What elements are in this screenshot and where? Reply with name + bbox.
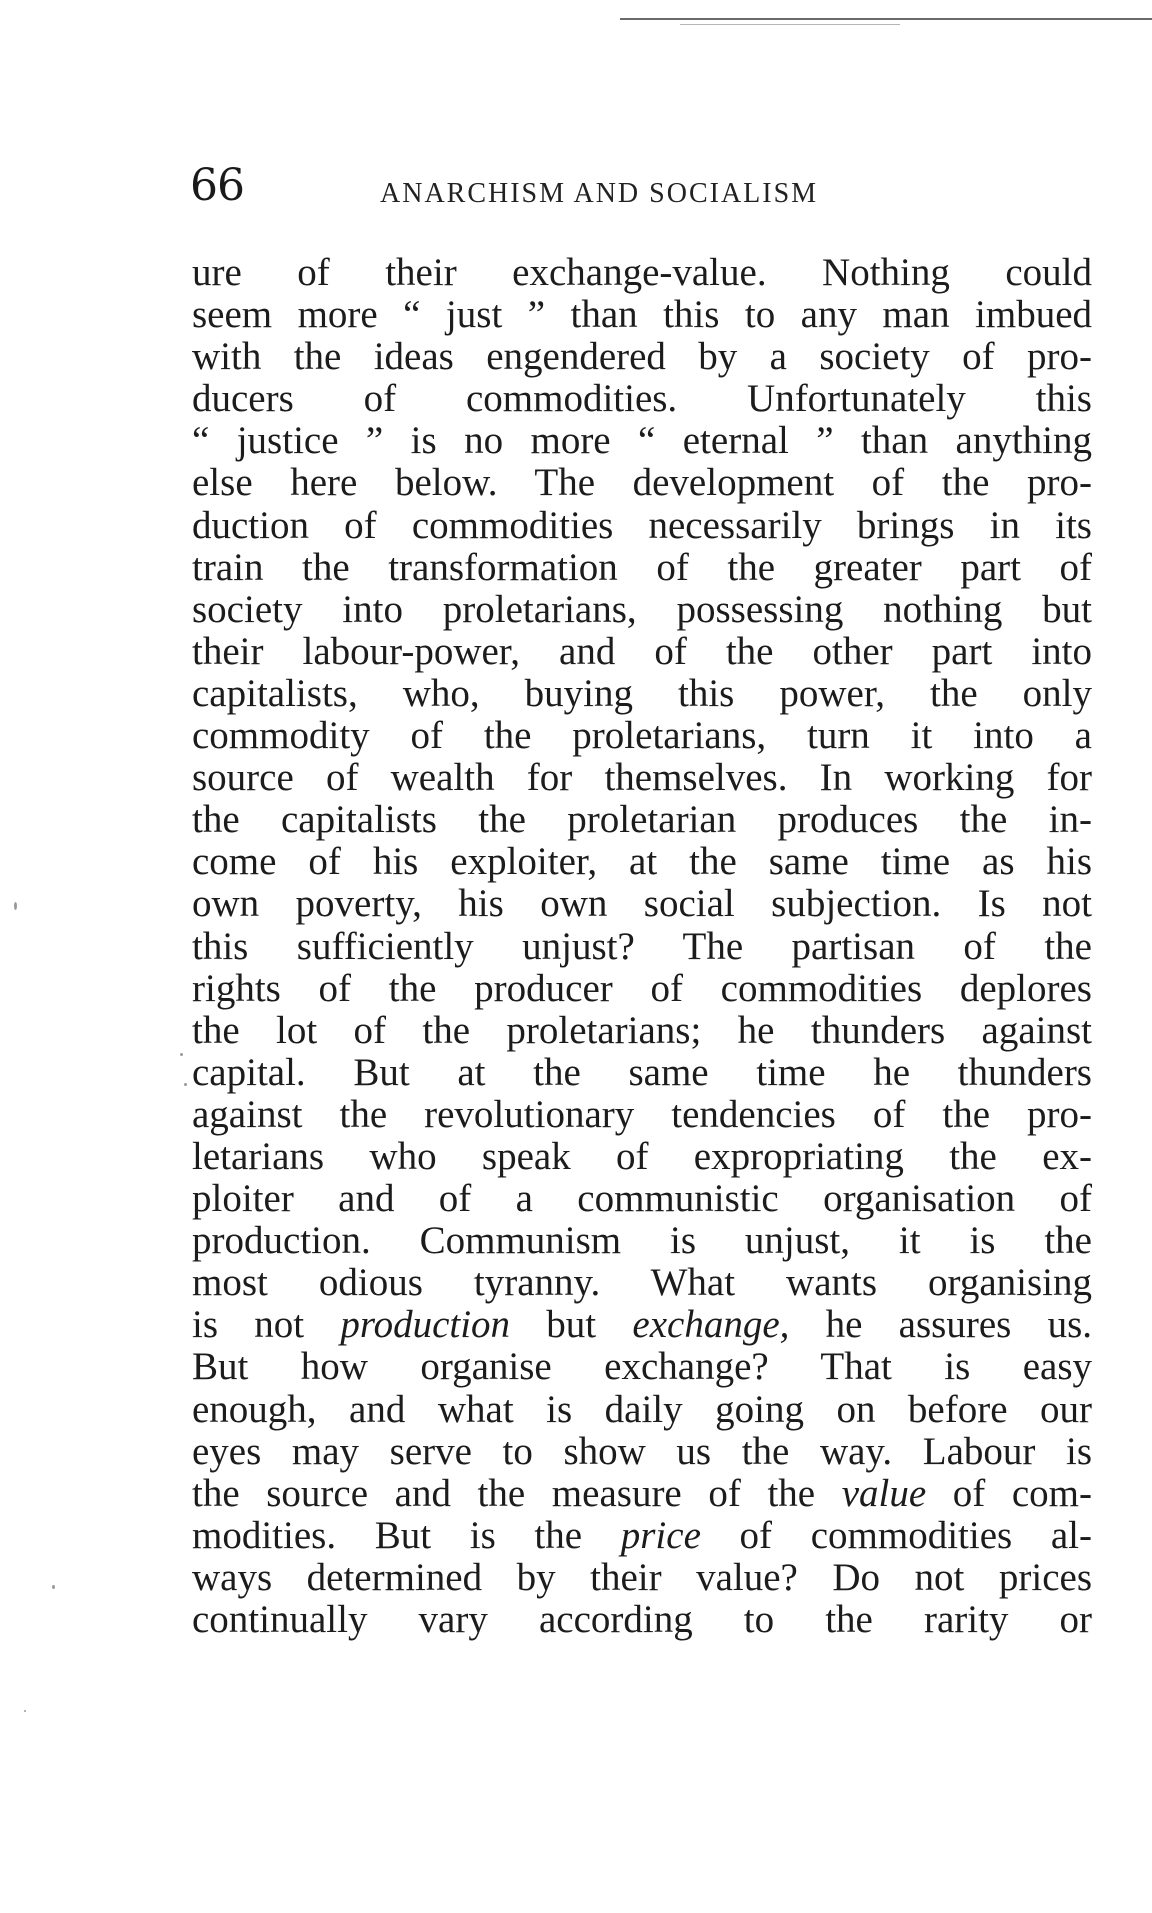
margin-speck: [24, 1710, 26, 1712]
text-line: [192, 1431, 1092, 1473]
text-segment: with the ideas engendered by a society of pro-: [192, 335, 1092, 379]
text-segment: production. Communism is unjust, it is the: [192, 1219, 1092, 1263]
text-segment: own poverty, his own social subjection. Is not: [192, 882, 1092, 926]
text-segment: train the transformation of the greater part of: [192, 545, 1092, 589]
text-line: [192, 1010, 1092, 1052]
text-segment: modities. But is the: [192, 1513, 621, 1557]
text-segment: but: [510, 1303, 633, 1347]
text-segment: enough, and what is daily going on before our: [192, 1387, 1092, 1431]
text-line: [192, 799, 1092, 841]
italic-word: price: [620, 1513, 701, 1557]
running-title: ANARCHISM AND SOCIALISM: [380, 178, 819, 209]
text-segment: capital. But at the same time he thunders: [192, 1050, 1092, 1094]
text-line: [192, 420, 1092, 462]
text-segment: seem more “ just ” than this to any man imbued: [192, 293, 1092, 337]
margin-speck: [180, 1053, 183, 1056]
text-segment: “ justice ” is no more “ eternal ” than anything: [192, 419, 1092, 463]
text-segment: ploiter and of a communistic organisation of: [192, 1177, 1092, 1221]
text-line: [192, 252, 1092, 294]
text-segment: is not: [192, 1303, 341, 1347]
text-segment: else here below. The development of the pro-: [192, 461, 1092, 505]
text-segment: of commodities al-: [700, 1513, 1092, 1557]
text-segment: the source and the measure of the: [192, 1471, 842, 1515]
text-line: [192, 1136, 1092, 1178]
text-segment: this sufficiently unjust? The partisan of the: [192, 924, 1092, 968]
text-segment: duction of commodities necessarily brings in its: [192, 503, 1092, 547]
page-number: 66: [190, 160, 244, 211]
text-segment: continually vary according to the rarity or: [192, 1598, 1092, 1641]
text-line: [192, 1515, 1092, 1557]
text-line: [192, 926, 1092, 968]
text-line: [192, 1178, 1092, 1220]
text-segment: But how organise exchange? That is easy: [192, 1345, 1092, 1389]
text-segment: society into proletarians, possessing nothing but: [192, 587, 1092, 631]
text-line: [192, 883, 1092, 925]
text-line: [192, 968, 1092, 1010]
text-line: [192, 589, 1092, 631]
text-segment: come of his exploiter, at the same time as his: [192, 840, 1092, 884]
text-line: [192, 1599, 1092, 1641]
text-segment: their labour-power, and of the other part into: [192, 629, 1092, 673]
text-segment: against the revolutionary tendencies of the pro-: [192, 1092, 1092, 1136]
margin-speck: [52, 1585, 55, 1589]
top-rule: [620, 18, 1152, 20]
text-segment: source of wealth for themselves. In working for: [192, 756, 1092, 800]
italic-word: value: [841, 1471, 927, 1515]
margin-speck: [14, 902, 17, 910]
text-segment: of com-: [926, 1471, 1093, 1515]
text-line: [192, 378, 1092, 420]
text-line: [192, 336, 1092, 378]
top-rule-faint: [680, 24, 900, 25]
text-line: [192, 294, 1092, 336]
text-line: [192, 673, 1092, 715]
text-segment: ways determined by their value? Do not prices: [192, 1555, 1092, 1599]
body-text: [192, 252, 1092, 1641]
text-line: [192, 757, 1092, 799]
text-segment: most odious tyranny. What wants organising: [192, 1261, 1092, 1305]
text-segment: letarians who speak of expropriating the ex-: [192, 1134, 1092, 1178]
italic-word: production: [340, 1303, 511, 1347]
text-segment: capitalists, who, buying this power, the only: [192, 671, 1092, 715]
text-line: [192, 505, 1092, 547]
text-line: [192, 1389, 1092, 1431]
text-line: [192, 715, 1092, 757]
text-segment: ducers of commodities. Unfortunately this: [192, 377, 1092, 421]
text-line: [192, 547, 1092, 589]
text-segment: ure of their exchange-value. Nothing could: [192, 251, 1092, 294]
text-segment: commodity of the proletarians, turn it into a: [192, 714, 1092, 758]
text-segment: rights of the producer of commodities deplores: [192, 966, 1092, 1010]
text-line: [192, 1052, 1092, 1094]
text-segment: the lot of the proletarians; he thunders against: [192, 1008, 1092, 1052]
text-line: [192, 1304, 1092, 1346]
text-segment: eyes may serve to show us the way. Labour is: [192, 1429, 1092, 1473]
running-head: [190, 160, 1090, 210]
text-line: [192, 631, 1092, 673]
italic-word: exchange,: [632, 1303, 790, 1347]
text-line: [192, 1262, 1092, 1304]
text-line: [192, 1094, 1092, 1136]
text-line: [192, 462, 1092, 504]
text-line: [192, 1473, 1092, 1515]
margin-speck: [184, 1083, 187, 1086]
text-line: [192, 1346, 1092, 1388]
text-segment: he assures us.: [789, 1303, 1092, 1347]
text-line: [192, 1557, 1092, 1599]
text-line: [192, 1220, 1092, 1262]
text-line: [192, 841, 1092, 883]
text-segment: the capitalists the proletarian produces the in-: [192, 798, 1092, 842]
